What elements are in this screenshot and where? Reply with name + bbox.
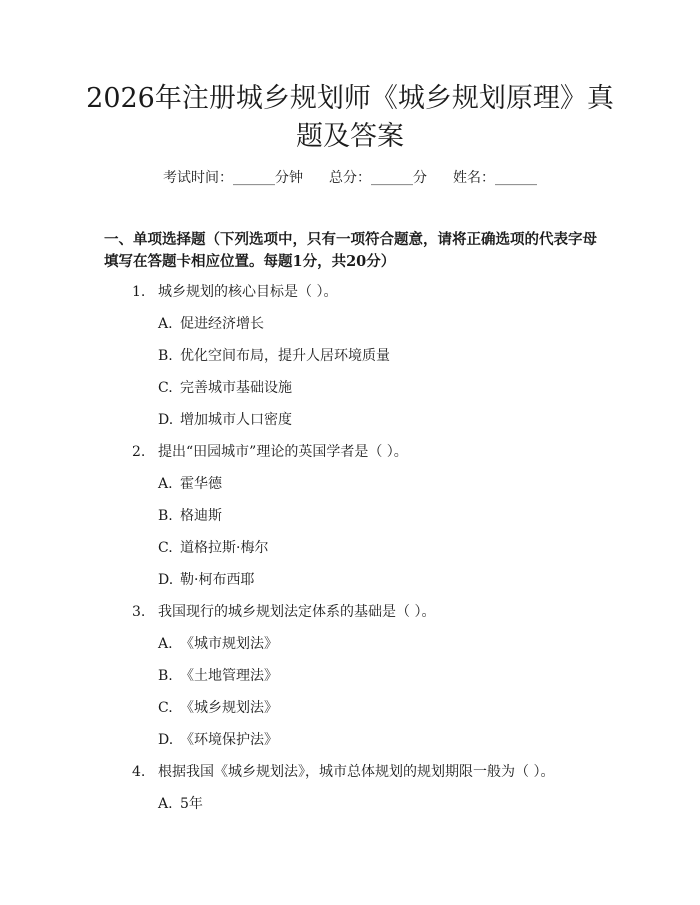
option-text: 促进经济增长: [180, 316, 264, 332]
question-number: 1.: [132, 284, 146, 300]
option-letter: A.: [158, 476, 173, 492]
option-text: 勒·柯布西耶: [180, 572, 255, 588]
option-text: 格迪斯: [180, 508, 222, 524]
question-number: 3.: [132, 604, 146, 620]
option-letter: D.: [158, 412, 174, 428]
option-letter: D.: [158, 572, 174, 588]
question-text: 提出“田园城市”理论的英国学者是（ ）。: [158, 444, 408, 460]
exam-total-score: 总分：______分: [329, 170, 427, 186]
examinee-name: 姓名：______: [453, 170, 537, 186]
option-letter: C.: [158, 380, 173, 396]
exam-time: 考试时间：______分钟: [163, 170, 303, 186]
option-text: 《土地管理法》: [180, 668, 278, 684]
option-text: 《环境保护法》: [180, 732, 278, 748]
option-letter: B.: [158, 508, 173, 524]
question-text: 我国现行的城乡规划法定体系的基础是（ ）。: [158, 604, 436, 620]
option-letter: B.: [158, 668, 173, 684]
option-letter: A.: [158, 316, 173, 332]
option-text: 完善城市基础设施: [180, 380, 292, 396]
option-letter: D.: [158, 732, 174, 748]
option-text: 道格拉斯·梅尔: [180, 540, 269, 556]
question-text: 根据我国《城乡规划法》，城市总体规划的规划期限一般为（ ）。: [158, 764, 555, 780]
question-text: 城乡规划的核心目标是（ ）。: [158, 284, 338, 300]
exam-meta: [0, 168, 700, 188]
option-letter: C.: [158, 700, 173, 716]
option-text: 《城乡规划法》: [180, 700, 278, 716]
option-letter: B.: [158, 348, 173, 364]
section-heading: 一、单项选择题（下列选项中，只有一项符合题意，请将正确选项的代表字母填写在答题卡相应位置。每题1分，共20分）: [104, 231, 597, 270]
document-title: 2026年注册城乡规划师《城乡规划原理》真题及答案: [86, 83, 614, 152]
option-text: 5年: [180, 796, 203, 812]
option-letter: C.: [158, 540, 173, 556]
option-text: 增加城市人口密度: [180, 412, 292, 428]
option-text: 优化空间布局，提升人居环境质量: [180, 348, 390, 364]
option-text: 霍华德: [180, 476, 222, 492]
question-number: 4.: [132, 764, 146, 780]
option-text: 《城市规划法》: [180, 636, 278, 652]
question-number: 2.: [132, 444, 146, 460]
option-letter: A.: [158, 636, 173, 652]
option-letter: A.: [158, 796, 173, 812]
